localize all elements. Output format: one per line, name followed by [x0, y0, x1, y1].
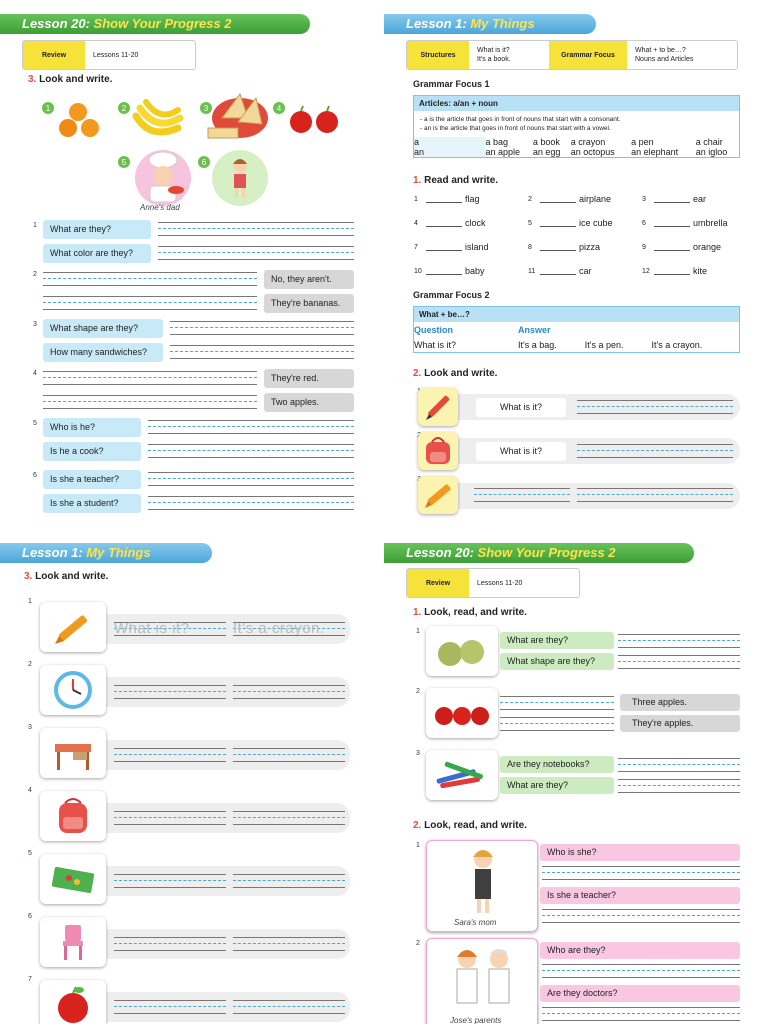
picture-card — [40, 728, 106, 778]
question-number: 1 — [416, 842, 420, 849]
writing-line[interactable] — [577, 486, 733, 504]
question-number: 2 — [416, 940, 420, 947]
blank-line[interactable] — [654, 195, 690, 203]
articles-table — [414, 137, 739, 157]
lesson-title: Lesson 1: — [22, 545, 83, 560]
picture-card — [40, 791, 106, 841]
writing-line[interactable] — [500, 715, 614, 733]
clock-icon — [47, 667, 99, 713]
article-cell: a crayon — [570, 137, 606, 147]
picture-card — [40, 917, 106, 967]
word-text: airplane — [579, 194, 612, 204]
blank-line[interactable] — [426, 195, 462, 203]
oranges-icon — [59, 103, 99, 137]
trace-text: It's a crayon. — [233, 620, 325, 637]
lesson-title: Lesson 20: — [406, 545, 474, 560]
svg-text:4: 4 — [276, 104, 282, 113]
blank-line[interactable] — [540, 267, 576, 275]
writing-line[interactable] — [148, 442, 354, 460]
writing-line[interactable] — [43, 369, 257, 387]
caption-annes-dad: Anne's dad — [140, 203, 180, 212]
chair-icon — [47, 919, 99, 965]
question-box: Is she a student? — [43, 494, 141, 513]
section-title: 3. Look and write. — [24, 571, 109, 582]
question-number: 3 — [33, 321, 37, 328]
blank-line[interactable] — [540, 195, 576, 203]
pictures-row — [0, 88, 384, 218]
blank-line[interactable] — [654, 219, 690, 227]
question-box: What shape are they? — [43, 319, 163, 338]
picture-card — [40, 854, 106, 904]
word-item — [642, 266, 707, 276]
trace-text: What is it? — [114, 620, 190, 637]
desk-icon — [47, 730, 99, 776]
writing-line[interactable] — [233, 683, 345, 701]
writing-line[interactable] — [474, 486, 570, 504]
apple-icon — [47, 982, 99, 1024]
picture-card — [40, 602, 106, 652]
crayon-icon — [47, 604, 99, 650]
table-cell: It's a pen. — [584, 339, 624, 350]
review-box — [406, 568, 580, 598]
apples-icon — [290, 106, 338, 133]
writing-line[interactable] — [148, 418, 354, 436]
question-box: What are they? — [500, 632, 614, 649]
blank-line[interactable] — [426, 267, 462, 275]
girl-icon — [212, 150, 268, 206]
answer-box: Three apples. — [620, 694, 740, 711]
article-cell: an egg — [532, 147, 561, 157]
table-cell: It's a bag. — [518, 339, 557, 350]
word-number: 12 — [642, 267, 650, 275]
writing-line[interactable] — [114, 935, 226, 953]
word-grid — [414, 194, 744, 284]
question-number: 1 — [28, 598, 32, 605]
word-text: flag — [465, 194, 480, 204]
structures-box — [406, 40, 738, 70]
question-box: Who is he? — [43, 418, 141, 437]
lesson-subtitle: My Things — [86, 545, 151, 560]
word-text: ear — [693, 194, 707, 204]
word-text: ice cube — [579, 218, 613, 228]
question-box: Is she a teacher? — [43, 470, 141, 489]
writing-line[interactable] — [500, 694, 614, 712]
picture-card — [40, 980, 106, 1024]
word-number: 3 — [642, 195, 646, 203]
writing-line[interactable] — [542, 962, 740, 980]
question-box: Is he a cook? — [43, 442, 141, 461]
question-box: Are they doctors? — [540, 985, 740, 1002]
writing-line[interactable] — [114, 683, 226, 701]
answer-box: They're bananas. — [264, 294, 354, 313]
grammar-focus-2-title: Grammar Focus 2 — [413, 290, 490, 300]
picture-card — [426, 938, 538, 1024]
question-number: 2 — [28, 661, 32, 668]
structures-tag: Structures — [407, 41, 469, 69]
writing-line[interactable] — [114, 809, 226, 827]
writing-line[interactable] — [148, 494, 354, 512]
section-title: 1. Read and write. — [413, 175, 499, 186]
word-item — [642, 218, 728, 228]
backpack-icon — [47, 793, 99, 839]
writing-line[interactable] — [158, 244, 354, 262]
writing-line[interactable] — [542, 907, 740, 925]
worksheet-lesson20-look-read-write — [384, 540, 768, 1024]
table-cell: What is it? — [414, 339, 457, 350]
question-box: What color are they? — [43, 244, 151, 263]
svg-text:3: 3 — [203, 104, 209, 113]
melons-icon — [426, 626, 498, 676]
word-item — [414, 194, 480, 204]
bananas-icon — [136, 102, 180, 132]
what-be-table — [414, 322, 739, 352]
word-number: 10 — [414, 267, 422, 275]
review-text: Lessons 11-20 — [93, 51, 139, 59]
article-cell: an octopus — [570, 147, 615, 157]
question-box: Who are they? — [540, 942, 740, 959]
question-box: What is it? — [476, 442, 566, 461]
caption-joses-parents: Jose's parents — [450, 1016, 502, 1024]
writing-line[interactable] — [114, 872, 226, 890]
question-box: How many sandwiches? — [43, 343, 163, 362]
word-text: baby — [465, 266, 485, 276]
lesson-subtitle: Show Your Progress 2 — [93, 16, 232, 31]
question-number: 3 — [416, 750, 420, 757]
worksheet-lesson1-look-and-write — [0, 540, 384, 1024]
worksheet-lesson1-grammar — [384, 0, 768, 520]
answer-header: Answer — [518, 324, 551, 335]
bag-icon — [418, 432, 458, 470]
writing-line[interactable] — [542, 864, 740, 882]
writing-line[interactable] — [43, 270, 257, 288]
picture-card — [426, 626, 498, 676]
question-number: 6 — [28, 913, 32, 920]
pen-icon — [418, 388, 458, 426]
structures-line: It's a book. — [477, 56, 511, 63]
lesson-banner — [0, 543, 212, 563]
question-number: 1 — [33, 222, 37, 229]
blank-line[interactable] — [426, 243, 462, 251]
article-cell: a pen — [631, 137, 654, 147]
word-text: umbrella — [693, 218, 728, 228]
question-box: What shape are they? — [500, 653, 614, 670]
word-number: 11 — [528, 267, 536, 275]
cook-icon — [135, 150, 191, 206]
lesson-subtitle: Show Your Progress 2 — [477, 545, 616, 560]
word-number: 6 — [642, 219, 646, 227]
review-tag: Review — [23, 41, 85, 69]
articles-box — [413, 95, 740, 158]
blank-line[interactable] — [654, 267, 690, 275]
picture-card — [426, 688, 498, 738]
question-box: What are they? — [43, 220, 151, 239]
what-be-box — [413, 306, 740, 353]
word-number: 7 — [414, 243, 418, 251]
picture-card — [418, 432, 458, 470]
writing-line[interactable] — [618, 777, 740, 795]
caption-saras-mom: Sara's mom — [454, 918, 497, 927]
writing-line[interactable] — [158, 220, 354, 238]
question-number: 5 — [28, 850, 32, 857]
section-title: 2. Look, read, and write. — [413, 820, 527, 831]
writing-line[interactable] — [233, 620, 345, 638]
word-text: car — [579, 266, 592, 276]
article-cell: a — [414, 137, 486, 147]
review-tag: Review — [407, 569, 469, 597]
question-number: 1 — [416, 628, 420, 635]
question-box: Is she a teacher? — [540, 887, 740, 904]
question-number: 4 — [33, 370, 37, 377]
markers-icon — [426, 750, 498, 800]
section-title: 1. Look, read, and write. — [413, 607, 527, 618]
word-text: orange — [693, 242, 722, 252]
number-circle-6 — [198, 156, 210, 168]
question-number: 5 — [33, 420, 37, 427]
writing-line[interactable] — [233, 746, 345, 764]
writing-line[interactable] — [114, 998, 226, 1016]
writing-line[interactable] — [170, 319, 354, 337]
word-number: 2 — [528, 195, 532, 203]
svg-text:6: 6 — [201, 158, 207, 167]
svg-text:1: 1 — [45, 104, 51, 113]
table-cell: It's a crayon. — [651, 339, 703, 350]
question-box: What are they? — [500, 777, 614, 794]
question-number: 6 — [33, 472, 37, 479]
picture-card — [418, 388, 458, 426]
writing-line[interactable] — [233, 872, 345, 890]
svg-text:5: 5 — [121, 158, 127, 167]
lesson-subtitle: My Things — [470, 16, 535, 31]
writing-line[interactable] — [114, 620, 226, 638]
writing-line[interactable] — [114, 746, 226, 764]
lesson-banner — [384, 543, 694, 563]
picture-card — [418, 476, 458, 514]
word-number: 4 — [414, 219, 418, 227]
answer-box: Two apples. — [264, 393, 354, 412]
writing-line[interactable] — [233, 809, 345, 827]
question-number: 4 — [28, 787, 32, 794]
word-item — [642, 194, 706, 204]
grammar-focus-1-title: Grammar Focus 1 — [413, 79, 490, 89]
word-item — [528, 218, 613, 228]
question-header: Question — [414, 324, 454, 335]
lesson-banner — [0, 14, 310, 34]
writing-line[interactable] — [233, 998, 345, 1016]
writing-line[interactable] — [148, 470, 354, 488]
article-cell: a chair — [695, 137, 723, 147]
question-box: Are they notebooks? — [500, 756, 614, 773]
article-cell: a bag — [485, 137, 509, 147]
apples-icon — [426, 688, 498, 738]
article-cell: an igloo — [695, 147, 728, 157]
answer-box: They're red. — [264, 369, 354, 388]
articles-heading: Articles: a/an + noun — [414, 96, 739, 111]
sandwiches-icon — [208, 94, 268, 138]
book-icon — [47, 856, 99, 902]
writing-line[interactable] — [542, 1005, 740, 1023]
grammar-line: What + to be…? — [635, 47, 686, 54]
word-text: clock — [465, 218, 486, 228]
number-circle-1 — [42, 102, 54, 114]
writing-line[interactable] — [43, 294, 257, 312]
blank-line[interactable] — [426, 219, 462, 227]
number-circle-5 — [118, 156, 130, 168]
word-item — [642, 242, 721, 252]
article-cell: an — [414, 147, 486, 157]
article-cell: a book — [532, 137, 560, 147]
word-item — [414, 218, 486, 228]
number-circle-2 — [118, 102, 130, 114]
blank-line[interactable] — [540, 243, 576, 251]
answer-box: No, they aren't. — [264, 270, 354, 289]
writing-line[interactable] — [170, 343, 354, 361]
section-title: 3. Look and write. — [28, 74, 113, 85]
writing-line[interactable] — [618, 653, 740, 671]
number-circle-3 — [200, 102, 212, 114]
writing-line[interactable] — [618, 632, 740, 650]
writing-line[interactable] — [577, 398, 733, 416]
word-item — [528, 266, 592, 276]
review-box — [22, 40, 196, 70]
svg-text:2: 2 — [121, 104, 127, 113]
article-cell: an apple — [485, 147, 521, 157]
word-text: island — [465, 242, 489, 252]
word-number: 1 — [414, 195, 418, 203]
writing-line[interactable] — [618, 756, 740, 774]
question-number: 3 — [28, 724, 32, 731]
grammar-line: Nouns and Articles — [635, 56, 694, 63]
lesson-title: Lesson 20: — [22, 16, 90, 31]
word-text: kite — [693, 266, 708, 276]
word-item — [414, 242, 489, 252]
word-item — [414, 266, 485, 276]
writing-line[interactable] — [577, 442, 733, 460]
lesson-title: Lesson 1: — [406, 16, 467, 31]
picture-card — [426, 750, 498, 800]
question-box: Who is she? — [540, 844, 740, 861]
blank-line[interactable] — [654, 243, 690, 251]
word-number: 9 — [642, 243, 646, 251]
question-number: 7 — [28, 976, 32, 983]
blank-line[interactable] — [540, 219, 576, 227]
grammar-focus-tag: Grammar Focus — [549, 41, 627, 69]
section-title: 2. Look and write. — [413, 368, 498, 379]
crayon-icon — [418, 476, 458, 514]
number-circle-4 — [273, 102, 285, 114]
word-text: pizza — [579, 242, 601, 252]
doctors-icon — [427, 939, 539, 1024]
word-number: 8 — [528, 243, 532, 251]
question-box: What is it? — [476, 398, 566, 417]
picture-card — [40, 665, 106, 715]
question-number: 2 — [33, 271, 37, 278]
writing-line[interactable] — [43, 393, 257, 411]
word-item — [528, 194, 611, 204]
article-note: - a is the article that goes in front of nouns that start with a consonant. — [420, 116, 621, 123]
answer-box: They're apples. — [620, 715, 740, 732]
article-cell: an elephant — [631, 147, 679, 157]
writing-line[interactable] — [233, 935, 345, 953]
worksheet-lesson20-look-and-write — [0, 0, 384, 520]
word-item — [528, 242, 600, 252]
lesson-banner — [384, 14, 596, 34]
word-number: 5 — [528, 219, 532, 227]
question-number: 2 — [416, 688, 420, 695]
article-note: - an is the article that goes in front of nouns that start with a vowel. — [420, 125, 611, 132]
review-text: Lessons 11-20 — [477, 579, 523, 587]
structures-line: What is it? — [477, 47, 510, 54]
what-be-heading: What + be…? — [414, 307, 739, 322]
